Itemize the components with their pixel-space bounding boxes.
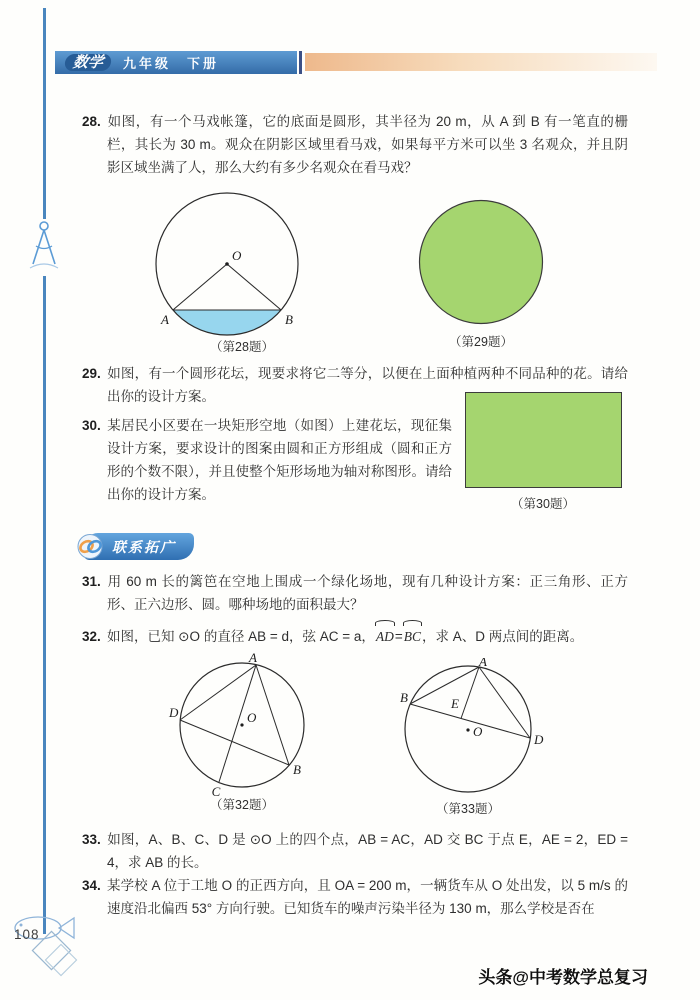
point-label-O: O	[232, 248, 242, 263]
point-label-A: A	[161, 312, 169, 327]
problem-number: 34.	[82, 878, 101, 893]
point-label-B: B	[293, 762, 301, 777]
figure-28-caption: （第28题）	[210, 340, 274, 354]
point-label-D: D	[534, 732, 544, 747]
figure-33-caption: （第33题）	[436, 802, 500, 816]
figure-28-circle-segment	[152, 190, 302, 340]
problem-31	[82, 570, 628, 616]
problem-number: 31.	[82, 574, 101, 589]
watermark: 头条@中考数学总复习	[478, 968, 648, 987]
problem-30	[82, 414, 452, 506]
arc-AD: AD	[375, 625, 395, 648]
page-number: 108	[14, 927, 40, 942]
problem-34	[82, 874, 628, 920]
problem-text-before: 如图，已知 ⊙O 的直径 AB = d，弦 AC = a，	[107, 629, 375, 644]
figure-32-caption: （第32题）	[210, 798, 274, 812]
header-accent-band	[305, 53, 657, 71]
problem-33	[82, 828, 628, 874]
point-label-O: O	[247, 710, 257, 725]
problem-text-after: ，求 A、D 两点间的距离。	[422, 629, 584, 644]
chain-link-icon	[76, 533, 106, 560]
figure-30-green-rectangle	[465, 392, 622, 488]
compass-icon	[23, 219, 65, 276]
figure-32-circle-chords	[167, 653, 317, 803]
problem-number: 29.	[82, 366, 101, 381]
problem-number: 30.	[82, 418, 101, 433]
figure-29-green-circle	[416, 197, 546, 327]
problem-32	[82, 625, 628, 648]
problem-text: 某居民小区要在一块矩形空地（如图）上建花坛，现征集设计方案，要求设计的图案由圆和正方形组成（圆和正方形的个数不限），并且使整个矩形场地为轴对称图形。请给出你的设计方案。	[107, 418, 452, 502]
left-margin-rule	[43, 8, 46, 934]
problem-text: 某学校 A 位于工地 O 的正西方向，且 OA = 200 m，一辆货车从 O 处出发，以 5 m/s 的速度沿北偏西 53° 方向行驶。已知货车的噪声污染半径为 130 m，那么学校是否在	[107, 878, 628, 916]
problem-text: 用 60 m 长的篱笆在空地上围成一个绿化场地，现有几种设计方案：正三角形、正方形、正六边形、圆。哪种场地的面积最大？	[107, 574, 628, 612]
problem-text: 如图，有一个圆形花坛，现要求将它二等分，以便在上面种植两种不同品种的花。请给出你的设计方案。	[107, 366, 628, 404]
problem-text: 如图，A、B、C、D 是 ⊙O 上的四个点，AB = AC，AD 交 BC 于点 E，AE = 2，ED = 4，求 AB 的长。	[107, 832, 628, 870]
section-badge-label: 联系拓广	[112, 538, 176, 555]
problem-28	[82, 110, 628, 179]
point-label-C: C	[211, 784, 221, 799]
figure-29-caption: （第29题）	[449, 335, 513, 349]
problem-number: 32.	[82, 629, 101, 644]
figure-33-circle-chords	[398, 658, 546, 802]
equals-sign: =	[394, 629, 403, 644]
problem-number: 28.	[82, 114, 101, 129]
section-badge	[84, 533, 194, 560]
point-label-B: B	[285, 312, 293, 327]
grade-label: 九年级 下册	[123, 56, 220, 71]
point-label-D: D	[169, 705, 179, 720]
header-divider	[299, 51, 302, 74]
point-label-O: O	[473, 724, 483, 739]
point-label-A: A	[249, 653, 257, 665]
header-bar	[55, 51, 297, 74]
subject-logo: 数学	[64, 54, 112, 71]
point-label-E: E	[451, 696, 459, 711]
point-label-B: B	[400, 690, 408, 705]
problem-text: 如图，有一个马戏帐篷，它的底面是圆形，其半径为 20 m，从 A 到 B 有一笔直的栅栏，其长为 30 m。观众在阴影区域里看马戏，如果每平方米可以坐 3 名观众，并且阴影区域坐满了人，那么大约有多少名观众在看马戏？	[107, 114, 628, 175]
problem-number: 33.	[82, 832, 101, 847]
arc-BC: BC	[403, 625, 422, 648]
figure-30-caption: （第30题）	[511, 497, 575, 511]
point-label-A: A	[479, 658, 487, 669]
